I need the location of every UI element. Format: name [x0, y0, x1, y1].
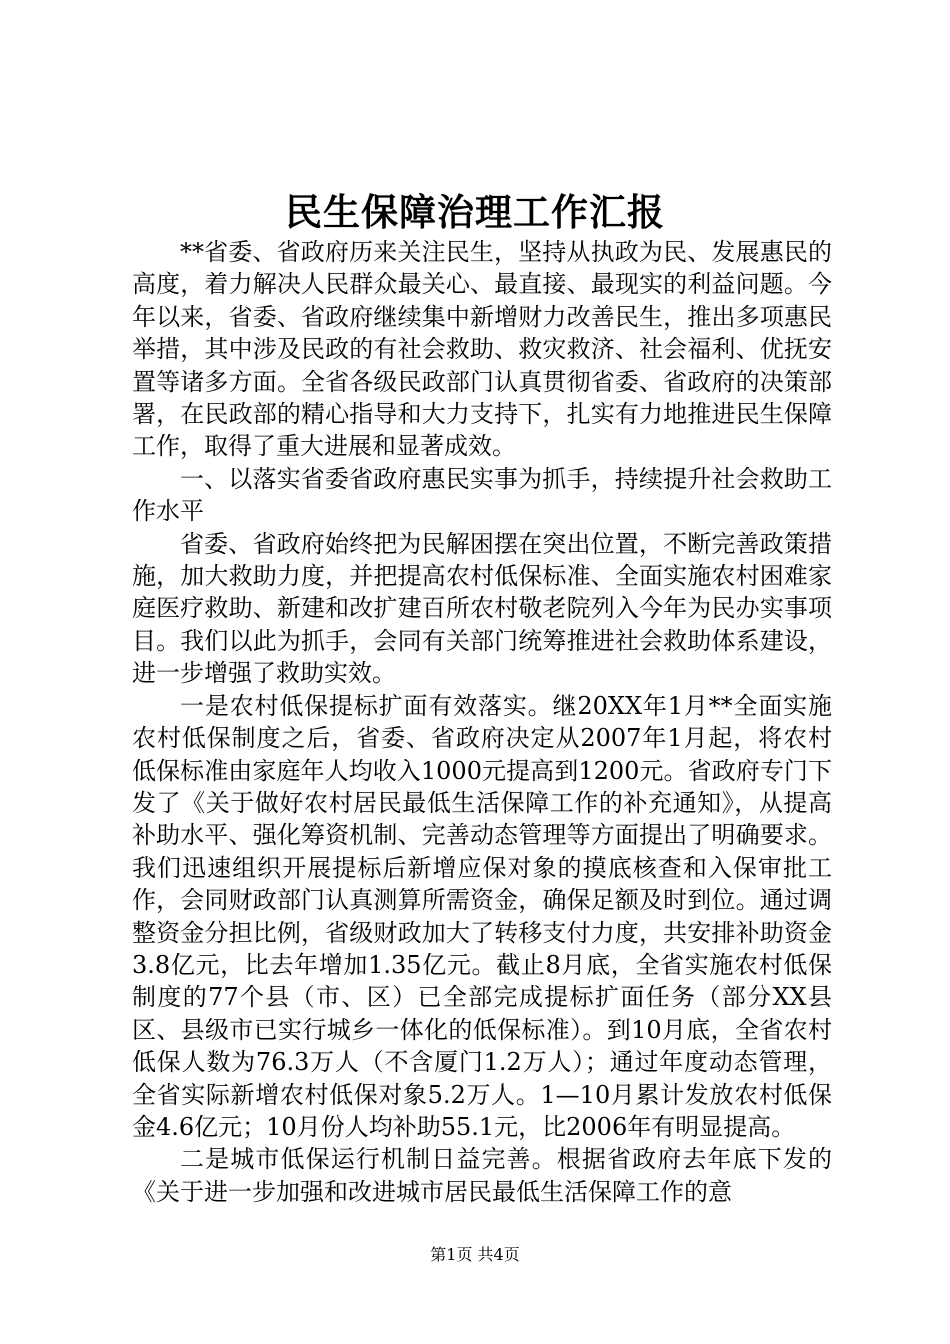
paragraph-section-1: 省委、省政府始终把为民解困摆在突出位置，不断完善政策措施，加大救助力度，并把提高农村低保标准、全面实施农村困难家庭医疗救助、新建和改扩建百所农村敬老院列入今年为民办实事项目。我们以此为抓手，会同有关部门统筹推进社会救助体系建设，进一步增强了救助实效。 [132, 529, 832, 688]
section-heading-1: 一、以落实省委省政府惠民实事为抓手，持续提升社会救助工作水平 [132, 464, 832, 526]
document-body [132, 236, 832, 1208]
document-title: 民生保障治理工作汇报 [285, 191, 665, 234]
paragraph-intro: **省委、省政府历来关注民生，坚持从执政为民、发展惠民的高度，着力解决人民群众最关心、最直接、最现实的利益问题。今年以来，省委、省政府继续集中新增财力改善民生，推出多项惠民举措，其中涉及民政的有社会救助、救灾救济、社会福利、优抚安置等诸多方面。全省各级民政部门认真贯彻省委、省政府的决策部署，在民政部的精心指导和大力支持下，扎实有力地推进民生保障工作，取得了重大进展和显著成效。 [132, 238, 832, 461]
paragraph-urban-subsistence: 二是城市低保运行机制日益完善。根据省政府去年底下发的《关于进一步加强和改进城市居民最低生活保障工作的意 [132, 1145, 832, 1206]
page-number: 第1页 共4页 [430, 1245, 520, 1264]
paragraph-rural-subsistence: 一是农村低保提标扩面有效落实。继20XX年1月**全面实施农村低保制度之后，省委、省政府决定从2007年1月起，将农村低保标准由家庭年人均收入1000元提高到1200元。省政府专门下发了《关于做好农村居民最低生活保障工作的补充通知》，从提高补助水平、强化筹资机制、完善动态管理等方面提出了明确要求。我们迅速组织开展提标后新增应保对象的摸底核查和入保审批工作，会同财政部门认真测算所需资金，确保足额及时到位。通过调整资金分担比例，省级财政加大了转移支付力度，共安排补助资金3.8亿元，比去年增加1.35亿元。截止8月底，全省实施农村低保制度的77个县（市、区）已全部完成提标扩面任务（部分XX县区、县级市已实行城乡一体化的低保标准）。到10月底，全省农村低保人数为76.3万人（不含厦门1.2万人）；通过年度动态管理，全省实际新增农村低保对象5.2万人。1—10月累计发放农村低保金4.6亿元；10月份人均补助55.1元，比2006年有明显提高。 [132, 691, 832, 1141]
